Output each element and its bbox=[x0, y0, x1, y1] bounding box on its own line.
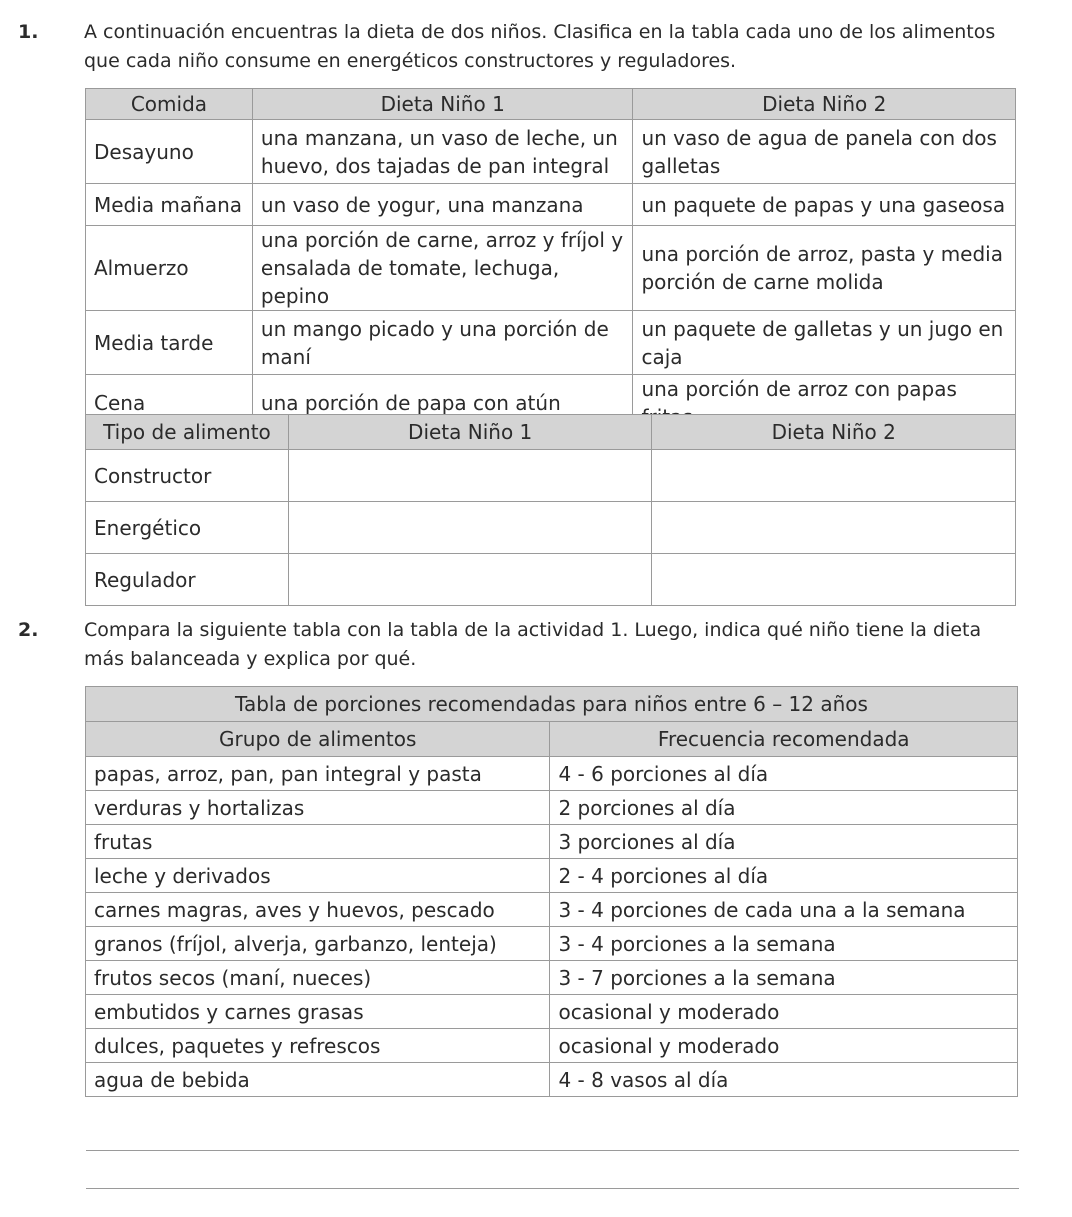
food-group-cell: verduras y hortalizas bbox=[86, 791, 550, 825]
frequency-cell: 3 - 4 porciones de cada una a la semana bbox=[550, 893, 1018, 927]
question-1-text: A continuación encuentras la dieta de dos niños. Clasifica en la tabla cada uno de los alimentos que cada niño consume en energéticos constructores y reguladores. bbox=[84, 21, 996, 72]
food-group-cell: dulces, paquetes y refrescos bbox=[86, 1029, 550, 1063]
table-row bbox=[86, 1063, 1018, 1097]
food-type-cell: Energético bbox=[86, 502, 289, 554]
food-group-cell: leche y derivados bbox=[86, 859, 550, 893]
answer-cell-diet-2[interactable] bbox=[652, 502, 1016, 554]
portions-table-title-row bbox=[86, 687, 1018, 722]
table-row bbox=[86, 502, 1016, 554]
answer-line[interactable] bbox=[86, 1150, 1019, 1151]
portions-header-cell: Grupo de alimentos bbox=[86, 722, 550, 757]
food-group-cell: granos (fríjol, alverja, garbanzo, lenteja) bbox=[86, 927, 550, 961]
frequency-cell: 2 - 4 porciones al día bbox=[550, 859, 1018, 893]
answer-cell-diet-2[interactable] bbox=[652, 554, 1016, 606]
table-row bbox=[86, 184, 1016, 226]
table-row bbox=[86, 450, 1016, 502]
answer-cell-diet-1[interactable] bbox=[288, 502, 652, 554]
meal-cell: Desayuno bbox=[86, 120, 253, 184]
frequency-cell: 3 - 4 porciones a la semana bbox=[550, 927, 1018, 961]
table-row bbox=[86, 893, 1018, 927]
food-group-cell: papas, arroz, pan, pan integral y pasta bbox=[86, 757, 550, 791]
question-2-text: Compara la siguiente tabla con la tabla de la actividad 1. Luego, indica qué niño tiene la dieta más balanceada y explica por qué. bbox=[84, 619, 982, 670]
portions-table-title: Tabla de porciones recomendadas para niños entre 6 – 12 años bbox=[86, 687, 1018, 722]
meal-cell: Media mañana bbox=[86, 184, 253, 226]
diet-2-cell: una porción de arroz con papas bbox=[633, 375, 1016, 432]
frequency-cell: 2 porciones al día bbox=[550, 791, 1018, 825]
food-group-cell: agua de bebida bbox=[86, 1063, 550, 1097]
classify-header-cell: Tipo de alimento bbox=[86, 415, 289, 450]
frequency-cell: ocasional y moderado bbox=[550, 995, 1018, 1029]
portions-header-cell: Frecuencia recomendada bbox=[550, 722, 1018, 757]
diet-2-cell: un paquete de papas y una gaseosa bbox=[633, 184, 1016, 226]
diet-2-cell: una porción de arroz, pasta y media porción de carne molida bbox=[633, 226, 1016, 311]
frequency-cell: 3 - 7 porciones a la semana bbox=[550, 961, 1018, 995]
diet-2-cell: un vaso de agua de panela con dos galletas bbox=[633, 120, 1016, 184]
table-row bbox=[86, 757, 1018, 791]
classify-header-cell: Dieta Niño 1 bbox=[288, 415, 652, 450]
answer-cell-diet-1[interactable] bbox=[288, 554, 652, 606]
frequency-cell: 4 - 8 vasos al día bbox=[550, 1063, 1018, 1097]
food-type-cell: Constructor bbox=[86, 450, 289, 502]
table-row bbox=[86, 825, 1018, 859]
table-row bbox=[86, 120, 1016, 184]
diet-1-cell: una manzana, un vaso de leche, un huevo, dos tajadas de pan integral bbox=[252, 120, 633, 184]
diet-1-cell: una porción de carne, arroz y fríjol y ensalada de tomate, lechuga, pepino bbox=[252, 226, 633, 311]
question-2-number: 2. bbox=[18, 619, 39, 641]
diet-1-cell: un mango picado y una porción de maní bbox=[252, 311, 633, 375]
diet-1-cell: un vaso de yogur, una manzana bbox=[252, 184, 633, 226]
food-group-cell: frutas bbox=[86, 825, 550, 859]
diet-1-cell: una porción de papa con atún bbox=[252, 375, 633, 432]
diet-header-cell: Dieta Niño 1 bbox=[252, 89, 633, 120]
food-group-cell: frutos secos (maní, nueces) bbox=[86, 961, 550, 995]
diet-table bbox=[85, 88, 1016, 432]
question-1-number: 1. bbox=[18, 21, 39, 43]
food-type-cell: Regulador bbox=[86, 554, 289, 606]
table-row bbox=[86, 791, 1018, 825]
table-row bbox=[86, 859, 1018, 893]
table-row bbox=[86, 927, 1018, 961]
meal-cell: Media tarde bbox=[86, 311, 253, 375]
food-group-cell: carnes magras, aves y huevos, pescado bbox=[86, 893, 550, 927]
food-group-cell: embutidos y carnes grasas bbox=[86, 995, 550, 1029]
classify-table bbox=[85, 414, 1016, 606]
table-row bbox=[86, 554, 1016, 606]
table-row bbox=[86, 995, 1018, 1029]
frequency-cell: 4 - 6 porciones al día bbox=[550, 757, 1018, 791]
answer-line[interactable] bbox=[86, 1188, 1019, 1189]
meal-cell: Cena bbox=[86, 375, 253, 432]
frequency-cell: 3 porciones al día bbox=[550, 825, 1018, 859]
diet-header-cell: Comida bbox=[86, 89, 253, 120]
table-row bbox=[86, 226, 1016, 311]
classify-table-header bbox=[86, 415, 1016, 450]
portions-table-header bbox=[86, 722, 1018, 757]
portions-table bbox=[85, 686, 1018, 1097]
table-row bbox=[86, 961, 1018, 995]
classify-header-cell: Dieta Niño 2 bbox=[652, 415, 1016, 450]
answer-cell-diet-2[interactable] bbox=[652, 450, 1016, 502]
frequency-cell: ocasional y moderado bbox=[550, 1029, 1018, 1063]
diet-2-cell: un paquete de galletas y un jugo en caja bbox=[633, 311, 1016, 375]
meal-cell: Almuerzo bbox=[86, 226, 253, 311]
diet-header-cell: Dieta Niño 2 bbox=[633, 89, 1016, 120]
table-row bbox=[86, 1029, 1018, 1063]
answer-cell-diet-1[interactable] bbox=[288, 450, 652, 502]
diet-table-header bbox=[86, 89, 1016, 120]
table-row bbox=[86, 311, 1016, 375]
